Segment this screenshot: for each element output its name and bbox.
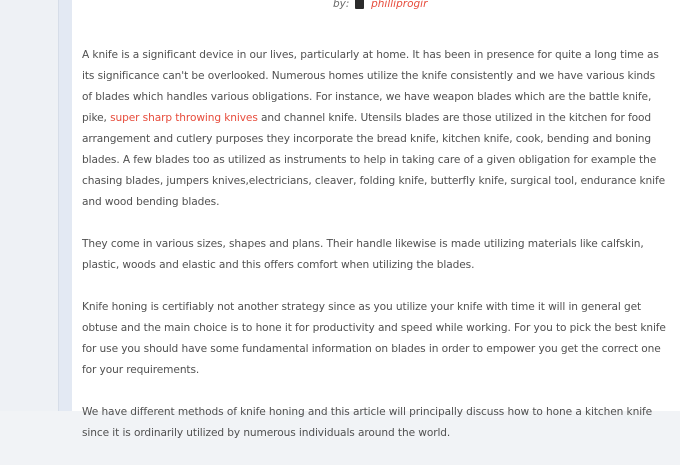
author-name[interactable]: philliprogir: [371, 0, 428, 10]
paragraph-intro-text-a: A knife is a significant device in our lives, particularly at home. It has been in presence for quite a long time as its significance can't be overlooked. Numerous homes utilize the knife consistently and we have various kinds of blades which handles various obligations. For instance, we have weapon blades which are the battle knife, pike,: [82, 49, 659, 124]
paragraph-methods: We have different methods of knife honing and this article will principally discuss how to hone a kitchen knife since it is ordinarily utilized by numerous individuals around the world.: [82, 406, 653, 439]
article-body: [82, 45, 668, 465]
paragraph-intro: [82, 45, 668, 213]
paragraph-honing: Knife honing is certifiably not another strategy since as you utilize your knife with time it will in general get obtuse and the main choice is to hone it for productivity and speed while working. For you to pick the best knife for use you should have some fundamental information on blades in order to empower you get the correct one for your requirements.: [82, 301, 666, 376]
article-content: [72, 0, 680, 439]
throwing-knives-link[interactable]: super sharp throwing knives: [110, 112, 258, 124]
paragraph-intro-text-b: and channel knife. Utensils blades are those utilized in the kitchen for food arrangement and cutlery purposes they incorporate the bread knife, kitchen knife, cook, bending and boning blades. A few blades too as utilized as instruments to help in taking care of a given obligation for example the chasing blades, jumpers knives,electricians, cleaver, folding knife, butterfly knife, surgical tool, endurance knife and wood bending blades.: [82, 112, 666, 208]
paragraph-sizes: They come in various sizes, shapes and plans. Their handle likewise is made utilizing materials like calfskin, plastic, woods and elastic and this offers comfort when utilizing the blades.: [82, 238, 644, 271]
byline-prefix: by:: [333, 0, 350, 10]
author-avatar: [355, 0, 364, 9]
content-card-edge: [58, 0, 73, 411]
byline: [333, 0, 427, 10]
page-margin: [0, 0, 58, 411]
